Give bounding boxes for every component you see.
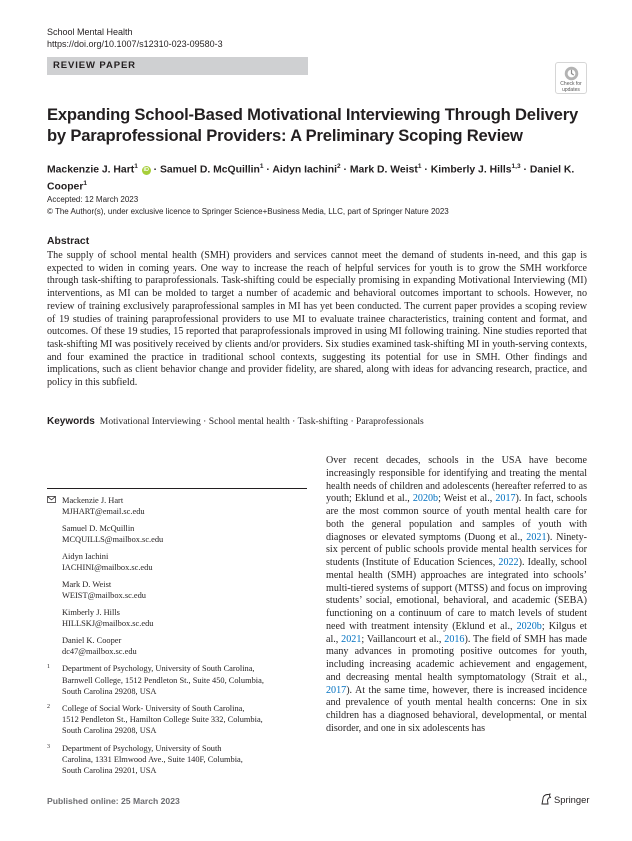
body-text: ; Kilgus et al., bbox=[326, 620, 587, 645]
author-name[interactable]: Kimberly J. Hills bbox=[430, 164, 512, 176]
author-list bbox=[47, 160, 607, 195]
citation-link[interactable]: 2017 bbox=[326, 684, 347, 696]
body-text: ; Weist et al., bbox=[438, 493, 496, 505]
affiliation-line: South Carolina 29201, USA bbox=[62, 766, 157, 776]
author-name[interactable]: Mackenzie J. Hart bbox=[47, 164, 135, 176]
contact-name: Samuel D. McQuillin bbox=[62, 524, 135, 533]
check-updates-line2: updates bbox=[562, 86, 580, 93]
citation-link[interactable]: 2017 bbox=[495, 493, 516, 505]
contact-email[interactable]: HILLSKJ@mailbox.sc.edu bbox=[62, 619, 154, 629]
body-text: ). At the same time, however, there is increased incidence and prevalence of youth mental health concerns: One in six children has a diagnosed behavioral, developmental, or mental disorder, and one in six adolescents has bbox=[326, 684, 587, 734]
contact-name: Aidyn Iachini bbox=[62, 552, 109, 561]
check-updates-icon bbox=[564, 66, 579, 81]
contact-item bbox=[47, 607, 312, 629]
contact-item bbox=[47, 635, 312, 657]
author-affiliation-number: 1 bbox=[259, 163, 264, 170]
doi-link[interactable]: https://doi.org/10.1007/s12310-023-09580-3 bbox=[47, 39, 223, 49]
orcid-icon[interactable]: iD bbox=[143, 167, 149, 174]
introduction-paragraph bbox=[326, 455, 587, 736]
article-meta bbox=[47, 194, 449, 218]
envelope-icon bbox=[47, 496, 56, 503]
contact-name: Kimberly J. Hills bbox=[62, 608, 120, 617]
affiliation-number: 3 bbox=[47, 743, 50, 750]
author-name[interactable]: Daniel K. Cooper bbox=[47, 164, 575, 193]
author-affiliation-number: 1 bbox=[83, 180, 87, 188]
contact-item bbox=[47, 551, 312, 573]
citation-link[interactable]: 2020b bbox=[516, 620, 542, 632]
contact-email[interactable]: dc47@mailbox.sc.edu bbox=[62, 647, 137, 657]
affiliation-line: College of Social Work- University of South Carolina, bbox=[62, 704, 245, 714]
author-affiliation-number: 1 bbox=[134, 163, 138, 170]
author-name[interactable]: Mark D. Weist bbox=[349, 164, 418, 176]
contact-name: Mark D. Weist bbox=[62, 580, 112, 589]
contact-email[interactable]: MJHART@email.sc.edu bbox=[62, 507, 145, 517]
contact-name: Mackenzie J. Hart bbox=[62, 496, 124, 505]
citation-link[interactable]: 2022 bbox=[498, 557, 519, 568]
check-updates-line1: Check for bbox=[560, 81, 582, 87]
publisher-name: Springer bbox=[554, 794, 590, 805]
author-affiliation-number: 1,3 bbox=[511, 163, 521, 170]
keywords-list: Motivational Interviewing · School mental health · Task-shifting · Paraprofessionals bbox=[99, 416, 424, 427]
contact-name: Daniel K. Cooper bbox=[62, 636, 122, 645]
contact-item bbox=[47, 495, 312, 517]
keywords-label: Keywords bbox=[47, 416, 95, 427]
citation-link[interactable]: 2021 bbox=[341, 633, 362, 645]
affiliation-line: South Carolina 29208, USA bbox=[62, 686, 157, 696]
author-contacts bbox=[47, 495, 312, 782]
body-text: ). Ninety-six percent of public schools provide mental health services for students (Institute of Education Sciences, bbox=[326, 531, 587, 568]
paper-title bbox=[47, 104, 592, 146]
affiliation-line: 1512 Pendleton St., Hamilton College Suite 332, Columbia, bbox=[62, 715, 263, 725]
journal-name: School Mental Health bbox=[47, 27, 133, 37]
body-text: ). In fact, schools are the most common source of youth mental health care for both the general population and samples of youth with diagnoses or elevated symptoms (Duong et al., bbox=[326, 493, 587, 543]
article-type-banner: REVIEW PAPER bbox=[47, 57, 308, 75]
copyright-notice: © The Author(s), under exclusive licence to Springer Science+Business Media, LLC, part of Springer Nature 2023 bbox=[47, 207, 449, 216]
author-affiliation-number: 1 bbox=[417, 163, 422, 170]
contact-email[interactable]: MCQUILLS@mailbox.sc.edu bbox=[62, 535, 164, 545]
affiliation-line: Department of Psychology, University of South bbox=[62, 743, 222, 753]
affiliation-item bbox=[47, 663, 312, 697]
body-text: Over recent decades, schools in the USA have become increasingly responsible for identifying and treating the mental health needs of children and adolescents (hereafter referred to as youth; Eklund et al., bbox=[326, 455, 587, 505]
affiliation-number: 2 bbox=[47, 704, 50, 711]
springer-horse-icon bbox=[540, 793, 552, 805]
author-name[interactable]: Aidyn Iachini bbox=[272, 164, 338, 176]
author-separator: · bbox=[340, 164, 350, 176]
citation-link[interactable]: 2021 bbox=[526, 531, 547, 543]
affiliation-line: Department of Psychology, University of South Carolina, bbox=[62, 664, 255, 674]
author-affiliation-number: 2 bbox=[337, 163, 341, 170]
affiliation-item bbox=[47, 743, 312, 777]
citation-link[interactable]: 2020b bbox=[412, 493, 439, 505]
affiliation-number: 1 bbox=[47, 664, 50, 671]
body-text: ). Ideally, school mental health (SMH) approaches are integrated into schools’ multi-tiered systems of support (MTSS) and focus on improving students’ social, emotional, behavioral, and academic (SEBA) functioning on a continuum of care to match levels of student need with treatment intensity (Eklund et al., bbox=[326, 557, 588, 632]
affiliation-item bbox=[47, 703, 312, 737]
author-separator: · bbox=[421, 164, 431, 176]
published-online: Published online: 25 March 2023 bbox=[47, 796, 180, 806]
keywords-line bbox=[47, 415, 592, 428]
author-separator: · bbox=[263, 164, 273, 176]
accepted-date: Accepted: 12 March 2023 bbox=[47, 195, 139, 204]
contact-item bbox=[47, 579, 312, 601]
affiliation-line: South Carolina 29208, USA bbox=[62, 726, 157, 736]
author-name[interactable]: Samuel D. McQuillin bbox=[159, 164, 260, 176]
check-for-updates-badge[interactable] bbox=[555, 62, 587, 94]
body-text: ; Vaillancourt et al., bbox=[361, 633, 445, 645]
title-line-1: Expanding School-Based Motivational Interviewing Through Delivery bbox=[47, 105, 578, 124]
affiliation-line: Carolina, 1331 Elmwood Ave., Suite 140F, Columbia, bbox=[62, 754, 243, 764]
affiliation-line: Barnwell College, 1512 Pendleton St., Suite 450, Columbia, bbox=[62, 675, 264, 685]
abstract-heading: Abstract bbox=[47, 236, 90, 247]
contact-email[interactable]: WEIST@mailbox.sc.edu bbox=[62, 591, 146, 601]
contact-item bbox=[47, 523, 312, 545]
citation-link[interactable]: 2016 bbox=[444, 633, 465, 645]
journal-header bbox=[47, 26, 223, 50]
author-separator: · bbox=[520, 164, 530, 176]
author-separator: · bbox=[150, 164, 160, 176]
title-line-2: by Paraprofessional Providers: A Preliminary Scoping Review bbox=[47, 126, 523, 145]
publisher-logo bbox=[540, 793, 589, 805]
footnote-divider bbox=[47, 488, 307, 489]
abstract-text: The supply of school mental health (SMH) providers and services cannot meet the demand of students in-need, and this gap is expected to widen in coming years. One way to increase the reach of helpful services for youth is to grow the SMH workforce through task-shifting to paraprofessionals. Task-shifting could be especially promising in expanding Motivational Interviewing (MI) interventions, as MI can be molded to target a number of academic and behavioral outcomes important to schools. However, no review of training exclusively paraprofessional samples in MI has yet been conducted. The current paper provides a scoping review of 19 studies of training paraprofessional providers to use MI to evaluate trainee characteristics, training content and format, and outcomes. Of these 19 studies, 15 reported that paraprofessionals improved in using MI following training. Nine studies reported that task-shifting MI was positively received by clients and/or providers. Six studies examined task-shifting MI in youth-serving contexts, and four examined the practice in traditional school contexts, suggesting its potential for use in SMH. Other findings and implications, such as client behavior change and provider fidelity, are shared, along with ideas for advancing research, practice, and policy in this subfield. bbox=[47, 250, 587, 389]
contact-email[interactable]: IACHINI@mailbox.sc.edu bbox=[62, 563, 153, 573]
body-text: ). The field of SMH has made many advances in promoting positive outcomes for youth, including increasing academic achievement and engagement, and decreasing mental health symptomatology (Strait et al., bbox=[326, 633, 587, 683]
